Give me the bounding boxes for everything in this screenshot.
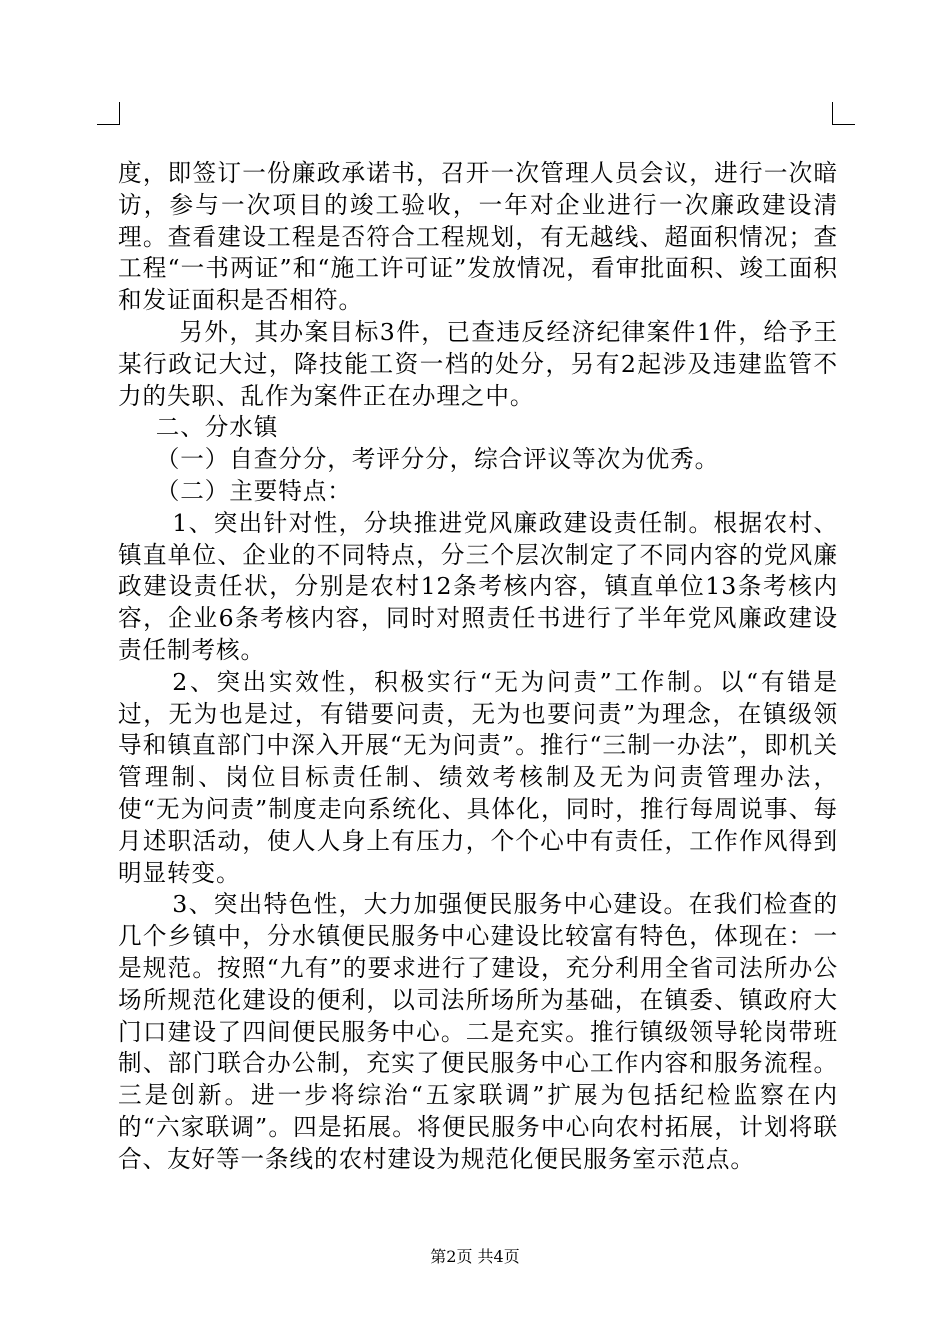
page-number-footer: 第2页 共4页 xyxy=(430,1247,520,1266)
paragraph-case-targets: 另外，其办案目标3件，已查违反经济纪律案件1件，给予王某行政记大过，降技能工资一档的处分，另有2起涉及违建监管不力的失职、乱作为案件正在办理之中。 xyxy=(118,317,838,410)
paragraph-feature-1: 1、突出针对性，分块推进党风廉政建设责任制。根据农村、镇直单位、企业的不同特点，分三个层次制定了不同内容的党风廉政建设责任状，分别是农村12条考核内容，镇直单位13条考核内容，企业6条考核内容，同时对照责任书进行了半年党风廉政建设责任制考核。 xyxy=(118,508,838,664)
subheading-self-check: （一）自查分分，考评分分，综合评议等次为优秀。 xyxy=(155,445,720,474)
paragraph-continuation: 度，即签订一份廉政承诺书，召开一次管理人员会议，进行一次暗访，参与一次项目的竣工验收，一年对企业进行一次廉政建设清理。查看建设工程是否符合工程规划，有无越线、超面积情况；查工程“一书两证”和“施工许可证”发放情况，看审批面积、竣工面积和发证面积是否相符。 xyxy=(118,159,838,315)
paragraph-feature-2: 2、突出实效性，积极实行“无为问责”工作制。以“有错是过，无为也是过，有错要问责，无为也要问责”为理念，在镇级领导和镇直部门中深入开展“无为问责”。推行“三制一办法”，即机关管理制、岗位目标责任制、绩效考核制及无为问责管理办法，使“无为问责”制度走向系统化、具体化，同时，推行每周说事、每月述职活动，使人人身上有压力，个个心中有责任，工作作风得到明显转变。 xyxy=(118,667,838,887)
document-body xyxy=(118,158,838,1176)
crop-mark-top-right xyxy=(832,102,855,125)
subheading-main-features: （二）主要特点： xyxy=(155,476,352,505)
crop-mark-top-left xyxy=(97,102,120,125)
paragraph-feature-3: 3、突出特色性，大力加强便民服务中心建设。在我们检查的几个乡镇中，分水镇便民服务中心建设比较富有特色，体现在：一是规范。按照“九有”的要求进行了建设，充分利用全省司法所办公场所规范化建设的便利，以司法所场所为基础，在镇委、镇政府大门口建设了四间便民服务中心。二是充实。推行镇级领导轮岗带班制、部门联合办公制，充实了便民服务中心工作内容和服务流程。三是创新。进一步将综治“五家联调”扩展为包括纪检监察在内的“六家联调”。四是拓展。将便民服务中心向农村拓展，计划将联合、友好等一条线的农村建设为规范化便民服务室示范点。 xyxy=(118,890,838,1173)
section-heading-fenshui: 二、分水镇 xyxy=(155,413,279,442)
